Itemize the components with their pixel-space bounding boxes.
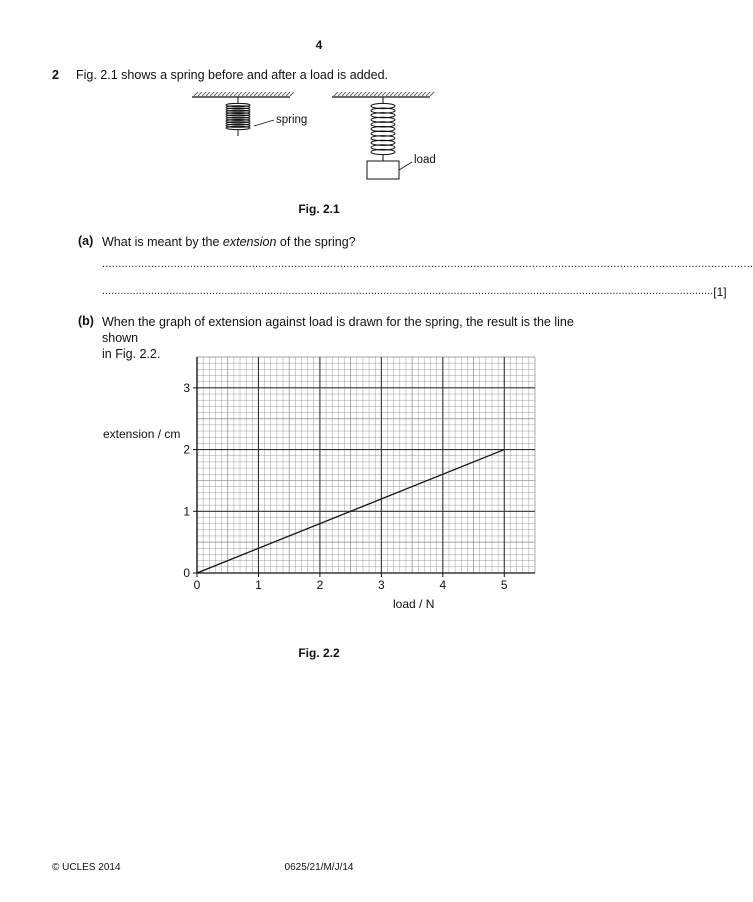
footer-code: 0625/21/M/J/14 xyxy=(284,862,354,873)
question-number: 2 xyxy=(52,68,59,82)
x-axis-label: load / N xyxy=(393,597,435,611)
footer-copyright: © UCLES 2014 xyxy=(52,862,121,873)
part-b-label: (b) xyxy=(78,314,94,328)
question-stem: Fig. 2.1 shows a spring before and after a load is added. xyxy=(76,68,388,82)
y-tick-label-2: 2 xyxy=(183,442,190,457)
figure-caption-2: Fig. 2.2 xyxy=(298,646,340,660)
y-tick-label-0: 0 xyxy=(183,566,190,580)
y-tick-label-3: 3 xyxy=(183,380,190,395)
x-tick-label-1: 1 xyxy=(255,578,262,592)
part-a-italic-term: extension xyxy=(222,235,277,249)
answer-line-a1[interactable]: ........................................................................................................................................................................................................ xyxy=(102,258,753,270)
load-block xyxy=(367,161,399,179)
x-tick-label-3: 3 xyxy=(378,578,385,592)
part-a-marks: [1] xyxy=(713,285,727,299)
extension-load-graph xyxy=(0,340,638,620)
page-number: 4 xyxy=(315,38,323,52)
x-tick-label-5: 5 xyxy=(500,578,508,592)
part-b-question: When the graph of extension against load is drawn for the spring, the result is the line shown in Fig. 2.2. xyxy=(102,315,574,361)
spring-diagram xyxy=(180,90,460,190)
y-axis-label: extension / cm xyxy=(103,427,181,441)
x-tick-label-0: 0 xyxy=(193,578,201,592)
label-load: load xyxy=(414,154,436,166)
answer-line-a2[interactable]: ........................................................................................................................................................................................................ [1] xyxy=(102,285,727,299)
part-a-label: (a) xyxy=(78,234,94,248)
part-a-question: What is meant by the extension of the spring? xyxy=(102,235,356,249)
figure-caption-1: Fig. 2.1 xyxy=(298,202,340,216)
y-tick-label-1: 1 xyxy=(183,504,190,519)
x-tick-label-2: 2 xyxy=(316,578,324,592)
x-tick-label-4: 4 xyxy=(439,578,447,592)
label-spring: spring xyxy=(276,114,308,126)
